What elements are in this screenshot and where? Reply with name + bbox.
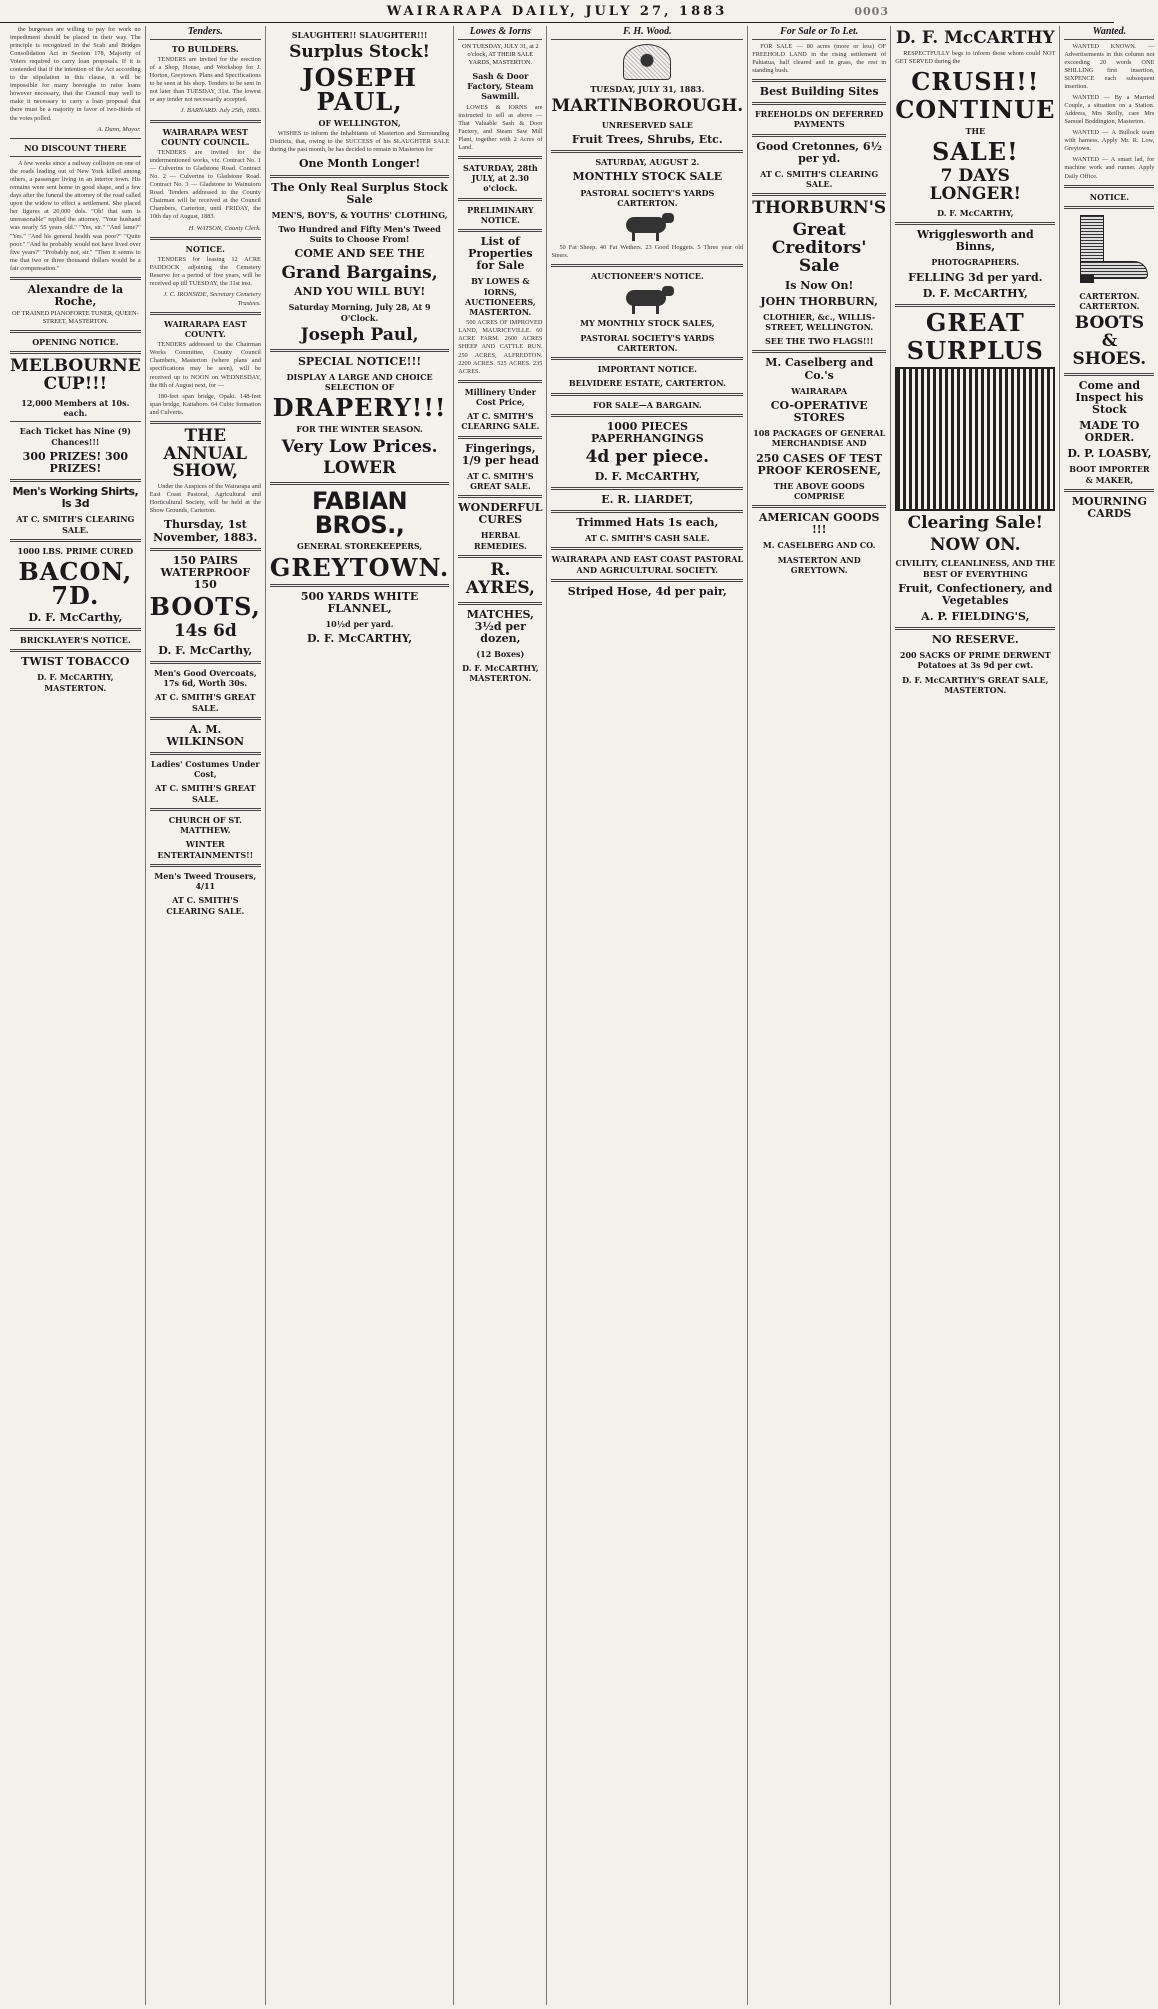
ad-subhead: (12 Boxes): [476, 648, 525, 659]
ad-headline: NOTICE.: [1089, 191, 1129, 202]
ad-headline: M. CASELBERG AND CO.: [762, 540, 876, 551]
ad-subhead: SEE THE TWO FLAGS!!!: [764, 336, 874, 347]
ad-headline: Ladies' Costumes Under Cost,: [151, 759, 260, 780]
ad-subhead: GENERAL STOREKEEPERS,: [296, 541, 423, 552]
ad-text: 500 ACRES OF IMPROVED LAND, MAURICEVILLE. 60 ACRE FARM. 2600 ACRES SHEEP AND CATTLE RUN. 250 ACRES, ALFREDTON. 2200 ACRES. 525 ACRES. 235 ACRES.: [458, 319, 543, 375]
ad-headline: 250 CASES OF TEST PROOF KEROSENE,: [756, 451, 883, 477]
ad-headline: Men's Working Shirts, Is 3d: [12, 485, 139, 511]
classified-ad: WANTED KNOWN. — Advertisements in this column not exceeding 20 words ONE SHILLING first insertion, SIXPENCE each subsequent insertion.: [1064, 42, 1155, 91]
ad-headline: D. F. McCarthy,: [158, 643, 253, 657]
decorative-banner: [895, 367, 1055, 511]
ad-headline: GREAT: [925, 307, 1025, 337]
ad-subhead: AT C. SMITH'S CLEARING SALE.: [16, 514, 135, 535]
ad-subhead: 108 PACKAGES OF GENERAL MERCHANDISE AND: [753, 428, 886, 449]
ad-headline: Fruit, Confectionery, and Vegetables: [898, 581, 1053, 607]
ad-subhead: AT C. SMITH'S CASH SALE.: [585, 533, 710, 544]
ad-subhead: AT C. SMITH'S CLEARING SALE.: [166, 895, 245, 916]
ad-headline: SALE!: [931, 137, 1019, 167]
ad-headline: WONDERFUL CURES: [458, 501, 543, 527]
ad-headline: The Only Real Surplus Stock Sale: [271, 180, 448, 206]
story-text: A few weeks since a railway collision on one of the roads leading out of New York killed among others, a passenger living in an interior town. His remains were sent home in good shape, and a few days after the funeral the attorney of the road called upon the widow to effect a settlement. She placed her figures at 20,000 dols. "Oh! that sum is unreasonable" replied the attorney. "Your husband was nearly 55 years old." "Yes, sir." "And lame?" "Yes." "And his general health was poor?" "Quite poor." "And he probably would not have lived over five years?" "Probably not, sir." "Then it seems to me that two or three thousand dollars would be a fair compensation.": [10, 160, 141, 272]
ad-headline: CONTINUE: [895, 94, 1056, 124]
ad-subhead: MASTERTON AND GREYTOWN.: [777, 554, 861, 575]
ad-subhead: Saturday Morning, July 28, At 9 O'Clock.: [288, 302, 431, 323]
ad-text: TENDERS are invited for the erection of a Shop, House, and Workshop for J. Horton, Greytown. Plans and Specifications to be seen at his shop. Tenders to be sent in not later than TUESDAY, 31st. The lowest or any tender not necessarily accepted.: [149, 56, 261, 104]
ad-headline: Sash & Door Factory, Steam Sawmill.: [467, 70, 534, 102]
ad-subhead: 200 SACKS OF PRIME DERWENT Potatoes at 3s 9d per cwt.: [899, 650, 1051, 671]
ad-headline: D. F. McCARTHY,: [594, 469, 700, 483]
classified-ad: WANTED — A Bullock team with harness. Apply Mr. R. Low, Greytown.: [1064, 129, 1155, 153]
ad-headline: FOR SALE—A BARGAIN.: [592, 399, 702, 410]
ad-headline: Come and Inspect his Stock: [1075, 378, 1144, 416]
ad-subhead: BY LOWES & IORNS, AUCTIONEERS, MASTERTON.: [465, 276, 536, 318]
ad-subhead: OF TRAINED PIANOFORTE TUNER, QUEEN-STREET, MASTERTON.: [12, 309, 139, 325]
ad-subhead: 12,000 Members at 10s. each.: [21, 397, 130, 419]
ad-headline: List of Properties for Sale: [468, 235, 533, 273]
ad-footer: D. F. McCARTHY, MASTERTON.: [37, 672, 114, 693]
ad-subhead: PHOTOGRAPHERS.: [931, 257, 1020, 268]
headline: NO DISCOUNT THERE: [24, 142, 127, 153]
ad-headline: Surplus Stock!: [289, 42, 430, 63]
ad-subhead: D. F. McCARTHY'S GREAT SALE, MASTERTON.: [902, 674, 1049, 695]
ad-text: 180-feet span bridge, Opaki. 148-feet span bridge, Kaitahoro. 64 Cubic formation and Culverts.: [149, 392, 261, 416]
ad-text: 50 Fat Sheep. 40 Fat Wethers. 23 Good Hoggets. 5 Three year old Steers.: [551, 244, 744, 260]
ad-headline: Clearing Sale!: [907, 512, 1043, 533]
ad-subhead: AT C. SMITH'S GREAT SALE.: [467, 470, 534, 491]
ad-text: TENDERS are invited for the undermentioned works, viz. Contract No. 1 — Culverins to Gladstone Road. Contract No. 2 — Culverins to Gladstone Road. Contract No. 3 — Gladstone to Wainuioru Road. Tenders addressed to the County Chairman will be received at the Council Chambers, Carterton, until FRIDAY, the 10th day of August, 1883.: [149, 149, 261, 221]
ad-subhead: AT C. SMITH'S CLEARING SALE.: [760, 168, 879, 189]
ad-headline: THORBURN'S: [752, 198, 887, 219]
ad-headline: Wrigglesworth and Binns,: [916, 228, 1034, 254]
ad-subhead: AT C. SMITH'S GREAT SALE.: [155, 783, 256, 804]
ad-subhead: UNRESERVED SALE: [601, 119, 693, 130]
signature: J. BARNARD. July 25th, 1883.: [180, 107, 261, 115]
ad-headline: MELBOURNE CUP!!!: [10, 356, 141, 395]
ad-headline: 150 PAIRS WATERPROOF 150: [160, 553, 251, 591]
column-6: [748, 26, 891, 2005]
ad-headline: A. P. FIELDING'S,: [921, 610, 1030, 624]
ad-headline: PRELIMINARY NOTICE.: [467, 204, 534, 225]
ad-subhead: AT C. SMITH'S CLEARING SALE.: [461, 411, 540, 432]
ad-headline: MADE TO ORDER.: [1079, 419, 1140, 445]
ad-subhead: THE ABOVE GOODS COMPRISE: [773, 480, 865, 501]
ad-headline: Is Now On!: [785, 278, 854, 292]
ad-headline: Striped Hose, 4d per pair,: [567, 584, 727, 598]
signature: H. WATSON, County Clerk.: [188, 224, 261, 232]
ad-headline: Millinery Under Cost Price,: [464, 386, 536, 407]
ad-headline: BOOTS & SHOES.: [1072, 313, 1147, 369]
ad-headline: E. R. LIARDET,: [601, 492, 694, 506]
ad-headline: OPENING NOTICE.: [32, 337, 119, 348]
ad-headline: TWIST TOBACCO: [21, 655, 130, 669]
crest-icon: [623, 44, 671, 80]
ad-headline: SLAUGHTER!! SLAUGHTER!!!: [291, 30, 428, 40]
ad-headline: Joseph Paul,: [300, 324, 419, 345]
ad-headline: FABIAN BROS.,: [312, 487, 408, 540]
ad-headline: MARTINBOROUGH.: [551, 96, 744, 117]
ad-subhead: CLOTHIER, &c., WILLIS-STREET, WELLINGTON.: [763, 311, 876, 332]
column-1: [6, 26, 146, 2005]
ad-headline: Great Creditors' Sale: [771, 220, 867, 276]
ad-subhead: THE: [965, 125, 986, 136]
ad-headline: Very Low Prices.: [281, 436, 438, 457]
ad-headline: DRAPERY!!!: [272, 393, 447, 423]
ad-headline: MATCHES, 3½d per dozen,: [466, 607, 534, 645]
ad-subhead: HERBAL REMEDIES.: [473, 530, 527, 551]
ad-headline: 1000 LBS. PRIME CURED: [17, 545, 134, 556]
boot-icon: [1064, 215, 1154, 285]
ad-headline: LOWER: [323, 458, 397, 479]
column-2: [146, 26, 266, 2005]
ad-headline: Fingerings, 1/9 per head: [461, 441, 539, 467]
ad-subhead: FOR THE WINTER SEASON.: [296, 424, 423, 435]
ad-headline: 14s 6d: [173, 620, 237, 641]
ad-headline: FREEHOLDS ON DEFERRED PAYMENTS: [754, 109, 884, 130]
ad-headline: COME AND SEE THE: [294, 247, 425, 261]
ad-headline: D. F. McCARTHY,: [922, 286, 1028, 300]
ad-headline: 500 YARDS WHITE FLANNEL,: [300, 589, 419, 615]
ad-headline: MY MONTHLY STOCK SALES,: [580, 318, 715, 329]
ad-headline: R. AYRES,: [465, 559, 535, 598]
ad-headline: Thursday, 1st November, 1883.: [153, 518, 258, 544]
ad-headline: GREYTOWN.: [269, 552, 450, 582]
lead-article: the burgesses are willing to pay for work no impediment should be placed in their way. The principle is recognized in the Scab and Bridges Consolidation Act in Section 178, Majority of Voters required to carry loan proposals. If it is contended that if the intention of the Act according to the stipulation in this clause, it will be impossible for many boroughs to raise loans however necessary, that the Council may well to make it necessary to carry a loan proposal that there must be a majority in favor of two-thirds of the votes polled.: [10, 26, 141, 122]
ad-headline: 7 DAYS LONGER!: [929, 166, 1021, 205]
ad-headline: Men's Tweed Trousers, 4/11: [154, 870, 257, 892]
ad-headline: Best Building Sites: [759, 84, 879, 98]
ad-headline: WAIRARAPA AND EAST COAST PASTORAL AND AGRICULTURAL SOCIETY.: [551, 554, 744, 575]
ad-headline: SURPLUS: [906, 335, 1044, 365]
column-header: Tenders.: [150, 26, 261, 40]
ad-headline: Fruit Trees, Shrubs, Etc.: [571, 133, 723, 147]
ad-headline: One Month Longer!: [298, 157, 421, 171]
ad-headline: BACON, 7D.: [18, 556, 133, 610]
ad-headline: D. P. LOASBY,: [1067, 447, 1152, 461]
ad-subhead: Two Hundred and Fifty Men's Tweed Suits to Choose From!: [278, 223, 441, 245]
ad-headline: A. M. WILKINSON: [166, 722, 245, 748]
ad-headline: SATURDAY, AUGUST 2.: [595, 157, 700, 168]
ad-headline: MOURNING CARDS: [1071, 494, 1147, 520]
ad-headline: IMPORTANT NOTICE.: [597, 364, 697, 375]
ad-headline: CO-OPERATIVE STORES: [770, 398, 868, 424]
column-5: [547, 26, 748, 2005]
page-number: 0003: [854, 4, 889, 18]
column-4: [454, 26, 547, 2005]
ad-headline: AUCTIONEER'S NOTICE.: [591, 271, 704, 282]
ad-headline: Men's Good Overcoats, 17s 6d, Worth 30s.: [153, 667, 257, 689]
ad-headline: NO RESERVE.: [931, 633, 1019, 647]
ad-subhead: TO BUILDERS.: [171, 43, 239, 54]
ad-headline: FELLING 3d per yard.: [908, 270, 1043, 284]
ad-text: ON TUESDAY, JULY 31, at 2 o'clock, AT THEIR SALE YARDS, MASTERTON.: [462, 42, 539, 66]
column-header: F. H. Wood.: [551, 26, 743, 40]
ad-headline: NOW ON.: [930, 534, 1021, 555]
ad-headline: D. F. McCARTHY,: [307, 631, 413, 645]
column-grid: [6, 26, 1155, 2005]
signature: A. Dunn, Mayor.: [97, 125, 141, 133]
ad-headline: Grand Bargains,: [281, 262, 438, 283]
ad-subhead: 10½d per yard.: [325, 618, 394, 629]
ad-headline: Trimmed Hats 1s each,: [576, 515, 719, 529]
ad-text: RESPECTFULLY begs to inform those whom could NOT GET SERVED during the: [895, 49, 1056, 65]
ad-subhead: WINTER ENTERTAINMENTS!!: [157, 839, 254, 860]
ad-headline: JOSEPH PAUL,: [302, 63, 417, 117]
ad-headline: D. F. McCARTHY: [895, 28, 1055, 48]
ad-headline: AND YOU WILL BUY!: [293, 285, 426, 299]
ad-headline: Alexandre de la Roche,: [27, 282, 124, 308]
ad-headline: THE ANNUAL SHOW,: [163, 425, 248, 482]
column-header: Wanted.: [1064, 26, 1154, 40]
ad-subhead: PASTORAL SOCIETY'S YARDS CARTERTON.: [580, 187, 715, 208]
ad-headline: SATURDAY, 28th JULY, at 2.30 o'clock.: [462, 162, 538, 194]
ad-subhead: BOOT IMPORTER & MAKER,: [1069, 464, 1150, 485]
ad-headline: BOOTS,: [149, 591, 261, 621]
ad-subhead: DISPLAY A LARGE AND CHOICE SELECTION OF: [286, 371, 433, 393]
ad-subhead: PASTORAL SOCIETY'S YARDS CARTERTON.: [580, 332, 715, 353]
ad-headline: WAIRARAPA EAST COUNTY.: [163, 318, 247, 340]
ad-headline: AMERICAN GOODS !!!: [758, 511, 880, 537]
ad-headline: WAIRARAPA WEST COUNTY COUNCIL.: [161, 126, 250, 147]
ad-subhead: CIVILITY, CLEANLINESS, AND THE BEST OF EVERYTHING: [895, 558, 1056, 579]
ad-subhead: OF WELLINGTON,: [318, 118, 401, 129]
ad-headline: SPECIAL NOTICE!!!: [297, 354, 422, 368]
ad-headline: MONTHLY STOCK SALE: [572, 170, 723, 184]
ad-text: TENDERS addressed to the Chairman Works Committee, County Council Chambers, Masterton (where plans and specifications may be seen), will be received up to NOON on WEDNESDAY, the 8th of August next, for —: [149, 341, 261, 389]
ad-subhead: D. F. McCARTHY,: [937, 207, 1014, 218]
ad-subhead: BELVIDERE ESTATE, CARTERTON.: [568, 378, 726, 389]
signature: J. C. IRONSIDE, Secretary Cemetery Trustees.: [163, 291, 261, 307]
ad-headline: Good Cretonnes, 6½ per yd.: [756, 139, 882, 165]
ad-headline: 4d per piece.: [585, 446, 710, 467]
ad-headline: D. F. McCarthy,: [28, 610, 123, 624]
ad-subhead: WAIRARAPA: [791, 385, 848, 396]
column-8: [1060, 26, 1158, 2005]
ad-footer: D. F. McCARTHY, MASTERTON.: [462, 663, 539, 684]
ad-text: LOWES & IORNS are instructed to sell as above — That Valuable Sash & Door Factory, and Steam Saw Mill Plant, together with 2 Acres of Land.: [458, 103, 543, 151]
ad-headline: NOTICE.: [185, 243, 225, 254]
ad-headline: 1000 PIECES PAPERHANGINGS: [590, 419, 704, 445]
ad-headline: M. Caselberg and Co.'s: [765, 356, 874, 382]
column-header: For Sale or To Let.: [752, 26, 886, 40]
ad-headline: BRICKLAYER'S NOTICE.: [20, 635, 131, 646]
classified-ad: WANTED — By a Married Couple, a situation on a Station. Address, Mrs Reilly, care Mrs Samuel Boddington, Masterton.: [1064, 94, 1155, 126]
classified-ad: WANTED — A smart lad, for machine work and runner. Apply Daily Office.: [1064, 156, 1155, 180]
ad-headline: CARTERTON. CARTERTON.: [1079, 290, 1140, 312]
ad-text: TENDERS for leasing 12 ACRE PADDOCK adjoining the Cemetery Reserve for a period of five years, will be received up till TUESDAY, the 31st inst.: [149, 256, 261, 288]
column-3: [266, 26, 454, 2005]
ad-text: WISHES to inform the Inhabitants of Masterton and Surrounding Districts, that, owing to the SUCCESS of his SLAUGHTER SALE during the past month, he has decided to remain in Masterton for: [269, 130, 450, 154]
ad-headline: Each Ticket has Nine (9) Chances!!!: [19, 426, 131, 447]
column-7: [891, 26, 1060, 2005]
ad-subhead: AT C. SMITH'S GREAT SALE.: [155, 692, 256, 713]
masthead-title: WAIRARAPA DAILY, JULY 27, 1883: [386, 3, 728, 19]
ad-headline: TUESDAY, JULY 31, 1883.: [590, 83, 705, 94]
ad-headline: CRUSH!!: [911, 66, 1040, 96]
masthead: [0, 0, 1114, 23]
ad-text: Under the Auspices of the Wairarapa and East Coast Pastoral, Agricultural and Horticultural Society, will be held at the Show Grounds, Carterton.: [149, 483, 261, 515]
ad-headline: CHURCH OF ST. MATTHEW.: [168, 814, 242, 836]
sheep-icon: [618, 211, 676, 241]
ad-headline: 300 PRIZES! 300 PRIZES!: [22, 449, 128, 475]
ad-headline: JOHN THORBURN,: [760, 294, 878, 308]
ad-text: FOR SALE — 80 acres (more or less) OF FREEHOLD LAND in the rising settlement of Pahiatua, half cleared and in grass, the rest in standing bush.: [752, 42, 887, 74]
column-header: Lowes & Iorns: [458, 26, 542, 40]
cattle-icon: [618, 284, 676, 314]
ad-subhead: MEN'S, BOY'S, & YOUTHS' CLOTHING,: [271, 209, 448, 220]
